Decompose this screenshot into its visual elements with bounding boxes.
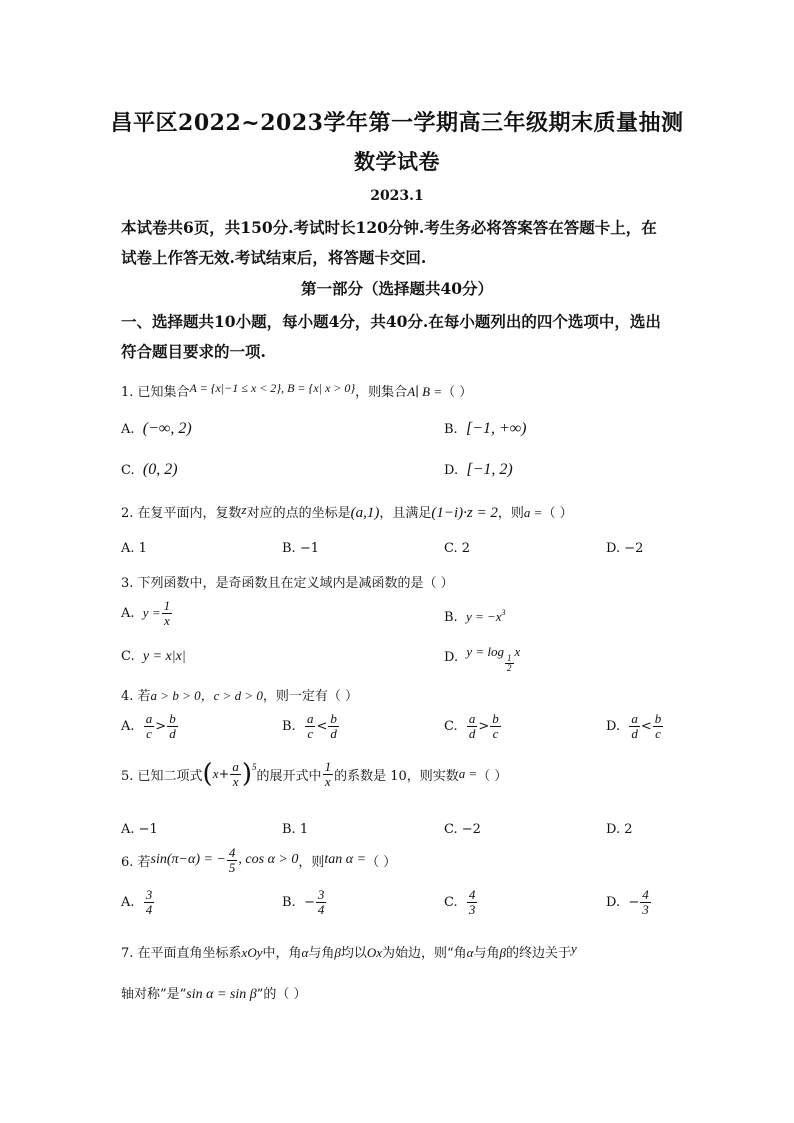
q4-c-f2-den: c: [492, 725, 499, 741]
q2-mid2: ，且满足: [379, 506, 432, 521]
q6-frac-num: 4: [228, 845, 236, 860]
q3-option-a-lhs: y =: [142, 605, 161, 621]
q7-alpha-1: α: [301, 945, 309, 960]
q4-a-f1-den: c: [146, 725, 152, 741]
question-7-line-2: [121, 983, 307, 1003]
q1-option-b-value: [−1, +∞): [465, 420, 527, 437]
q6-blank: （ ）: [366, 854, 397, 870]
q6-option-d-fraction: [640, 888, 651, 916]
q4-d-relation: <: [640, 718, 652, 734]
q6-option-a-fraction: [144, 888, 155, 916]
q4-a-relation: >: [155, 718, 167, 734]
q4-a-frac-2: [167, 712, 178, 740]
q4-suffix: ，则一定有（ ）: [262, 689, 359, 704]
q5-option-d: D. 2: [606, 822, 633, 837]
q3-a-num: 1: [163, 598, 171, 613]
q2-point: (a,1): [350, 505, 380, 521]
q6-option-d-label: D.: [606, 894, 621, 910]
q4-b-f1-den: c: [307, 725, 314, 741]
q6-option-b-label: B.: [282, 894, 296, 910]
q7-mid6: 的终边关于: [506, 946, 572, 961]
q7-mid2: 与角: [308, 946, 335, 961]
q4-d-frac-1: [629, 712, 640, 740]
q6-b-num: 3: [317, 887, 325, 902]
q6-prefix: 6. 若: [121, 854, 151, 870]
q3-option-a-fraction: [162, 599, 173, 627]
q4-d-f1-den: d: [631, 725, 638, 741]
q4-c-f1-num: a: [468, 711, 476, 726]
q4-c-f1-den: d: [468, 725, 476, 741]
q4-a-frac-1: [144, 712, 155, 740]
q1-option-b: [444, 420, 527, 438]
q6-a-den: 4: [145, 901, 153, 917]
q3-option-b-label: B.: [444, 610, 458, 625]
q6-c-den: 3: [468, 901, 476, 917]
q7-line2-suffix: ”的（ ）: [256, 987, 307, 1002]
q3-option-d-label: D.: [444, 650, 459, 665]
question-1-stem: [121, 381, 472, 400]
q4-option-b-label: B.: [282, 718, 296, 734]
q7-y: y: [571, 941, 577, 956]
q5-term-fraction: [323, 760, 334, 788]
section-heading-line-1: 一、选择题共10小题，每小题4分，共40分.在每小题列出的四个选项中，选出: [121, 312, 661, 331]
q6-option-d: [606, 888, 652, 916]
q6-mid: ，则: [298, 854, 325, 870]
q5-inner-fraction: [230, 760, 241, 788]
q7-beta-1: β: [334, 945, 341, 960]
q4-option-c: [444, 712, 502, 740]
question-4-stem: [121, 685, 358, 704]
q7-beta-2: β: [499, 945, 506, 960]
q6-option-a: [121, 888, 155, 916]
q5-plus: +: [218, 766, 230, 782]
q4-condition: a > b > 0，c > d > 0: [150, 688, 263, 703]
q3-option-a: [121, 599, 173, 627]
question-7-line-1: [121, 941, 577, 961]
q7-mid5: 与角: [473, 946, 500, 961]
q5-blank: （ ）: [477, 768, 508, 784]
q6-d-num: 4: [642, 887, 649, 902]
q1-option-d: [444, 461, 513, 479]
q4-a-f2-den: d: [169, 725, 176, 741]
q6-option-b-fraction: [316, 888, 327, 916]
q5-mid: 的展开式中: [256, 768, 322, 784]
q6-b-minus: −: [303, 894, 315, 910]
q3-a-den: x: [163, 612, 170, 628]
q3-option-d-log: y = log: [466, 644, 505, 659]
q1-option-d-label: D.: [444, 463, 459, 478]
q4-c-frac-1: [467, 712, 478, 740]
q6-b-den: 4: [317, 901, 325, 917]
exam-title: 昌平区2022~2023学年第一学期高三年级期末质量抽测: [110, 110, 684, 136]
q4-prefix: 4. 若: [121, 689, 151, 704]
q5-option-c: C. −2: [444, 822, 481, 837]
q3-option-d-arg: x: [514, 644, 521, 659]
q7-ox: Ox: [366, 945, 383, 960]
q6-option-a-label: A.: [121, 894, 135, 910]
question-5-stem: [121, 760, 507, 788]
q7-mid1: 中，角: [262, 946, 302, 961]
q4-b-f1-num: a: [306, 711, 314, 726]
q6-d-den: 3: [642, 901, 649, 917]
q4-d-f1-num: a: [631, 711, 638, 726]
q2-z: z: [241, 502, 247, 517]
q4-d-f2-num: b: [654, 711, 662, 726]
q4-c-relation: >: [478, 718, 490, 734]
q7-alpha-2: α: [466, 945, 474, 960]
q6-option-c-label: C.: [444, 894, 458, 910]
q5-left-paren: (: [202, 759, 213, 790]
q6-fraction: [227, 846, 238, 874]
q2-option-d: D. −2: [606, 541, 644, 556]
q4-b-f2-den: d: [330, 725, 337, 741]
q4-option-a: [121, 712, 179, 740]
q2-option-b: B. −1: [282, 541, 319, 556]
q3-option-a-label: A.: [121, 605, 135, 621]
q1-mid: ，则集合: [355, 385, 408, 400]
q2-blank: （ ）: [542, 506, 573, 521]
q4-option-d-label: D.: [606, 718, 621, 734]
q6-option-c-fraction: [467, 888, 478, 916]
q3-d-base-num: 1: [507, 653, 512, 663]
q5-exponent: 5: [252, 762, 257, 772]
section-heading-line-2: 符合题目要求的一项.: [121, 342, 266, 361]
q4-b-frac-1: [305, 712, 316, 740]
q2-prefix: 2. 在复平面内，复数: [121, 506, 242, 521]
q5-suffix: 的系数是 10，则实数: [334, 768, 459, 784]
q5-term-num: 1: [324, 759, 332, 774]
q4-a-f2-num: b: [169, 711, 176, 726]
q4-option-d: [606, 712, 664, 740]
q6-d-minus: −: [628, 894, 640, 910]
q5-prefix: 5. 已知二项式: [121, 768, 203, 784]
q2-option-a: A. 1: [121, 541, 147, 556]
q7-line2-prefix: 轴对称”是“: [121, 987, 187, 1002]
exam-date: 2023.1: [370, 188, 424, 204]
q4-d-f2-den: c: [655, 725, 661, 741]
q4-option-c-label: C.: [444, 718, 458, 734]
instructions-line-2: 试卷上作答无效.考试结束后，将答题卡交回.: [121, 248, 427, 267]
part-title: 第一部分（选择题共40分）: [300, 279, 494, 298]
q5-inner-num: a: [232, 759, 239, 774]
q1-option-c-value: (0, 2): [142, 461, 178, 478]
question-6-stem: [121, 846, 396, 874]
q6-a-num: 3: [145, 887, 153, 902]
q1-target: A∣ B =: [407, 384, 443, 399]
q2-equation: (1−i)·z = 2: [431, 505, 498, 521]
q1-option-a-value: (−∞, 2): [142, 420, 192, 437]
q5-option-a: A. −1: [121, 822, 158, 837]
q4-b-relation: <: [316, 718, 328, 734]
q6-c-num: 4: [468, 887, 476, 902]
q7-equation: sin α = sin β: [186, 987, 257, 1002]
question-2-stem: [121, 502, 573, 522]
q5-x: x: [212, 766, 219, 782]
q3-option-b-exp: 3: [501, 608, 506, 617]
q5-term-den: x: [324, 773, 331, 789]
q5-a-eq: a =: [458, 766, 478, 782]
q3-option-b-expr: y = −x: [465, 609, 502, 624]
q7-prefix: 7. 在平面直角坐标系: [121, 946, 242, 961]
q5-right-paren: ): [241, 759, 253, 790]
q1-sets: A = {x|−1 ≤ x < 2}, B = {x| x > 0}: [189, 381, 356, 395]
q4-a-f1-num: a: [145, 711, 153, 726]
q6-option-b: [282, 888, 327, 916]
q1-option-a: [121, 420, 192, 438]
q5-option-b: B. 1: [282, 822, 309, 837]
q2-mid3: ，则: [497, 506, 524, 521]
q1-option-d-value: [−1, 2): [466, 461, 513, 478]
q3-option-c-label: C.: [121, 649, 135, 664]
exam-subtitle: 数学试卷: [354, 149, 440, 174]
q1-option-c-label: C.: [121, 463, 135, 478]
q3-d-base-den: 2: [507, 663, 512, 674]
q3-option-b: [444, 608, 506, 625]
q6-option-c: [444, 888, 478, 916]
q4-b-frac-2: [328, 712, 339, 740]
q3-option-d: [444, 640, 520, 674]
q2-a-eq: a =: [523, 505, 543, 520]
q4-c-frac-2: [490, 712, 501, 740]
q6-sin-expr: sin(π−α) = −: [150, 852, 226, 868]
q1-option-c: [121, 461, 178, 479]
q3-option-c: [121, 649, 186, 665]
q1-prefix: 1. 已知集合: [121, 385, 190, 400]
q7-xoy: xOy: [241, 945, 263, 960]
q1-option-b-label: B.: [444, 422, 458, 437]
q4-c-f2-num: b: [492, 711, 499, 726]
question-3-stem: 3. 下列函数中，是奇函数且在定义域内是减函数的是（ ）: [121, 576, 454, 591]
q7-mid4: 为始边，则“角: [382, 946, 467, 961]
q4-option-b: [282, 712, 340, 740]
q3-option-c-expr: y = x|x|: [142, 649, 186, 664]
q7-mid3: 均以: [340, 946, 367, 961]
q1-option-a-label: A.: [121, 422, 135, 437]
q2-option-c: C. 2: [444, 541, 471, 556]
q2-mid1: 对应的点的坐标是: [246, 506, 351, 521]
q4-d-frac-2: [653, 712, 664, 740]
q4-option-a-label: A.: [121, 718, 135, 734]
q6-tan: tan α =: [324, 852, 367, 868]
q5-inner-den: x: [232, 773, 239, 789]
q4-b-f2-num: b: [330, 711, 337, 726]
q3-option-d-base: [505, 654, 514, 674]
q6-cos-expr: , cos α > 0: [238, 852, 299, 868]
q6-frac-den: 5: [228, 859, 236, 875]
instructions-line-1: 本试卷共6页，共150分.考试时长120分钟.考生务必将答案答在答题卡上，在: [121, 218, 657, 237]
q1-blank: （ ）: [442, 385, 473, 400]
